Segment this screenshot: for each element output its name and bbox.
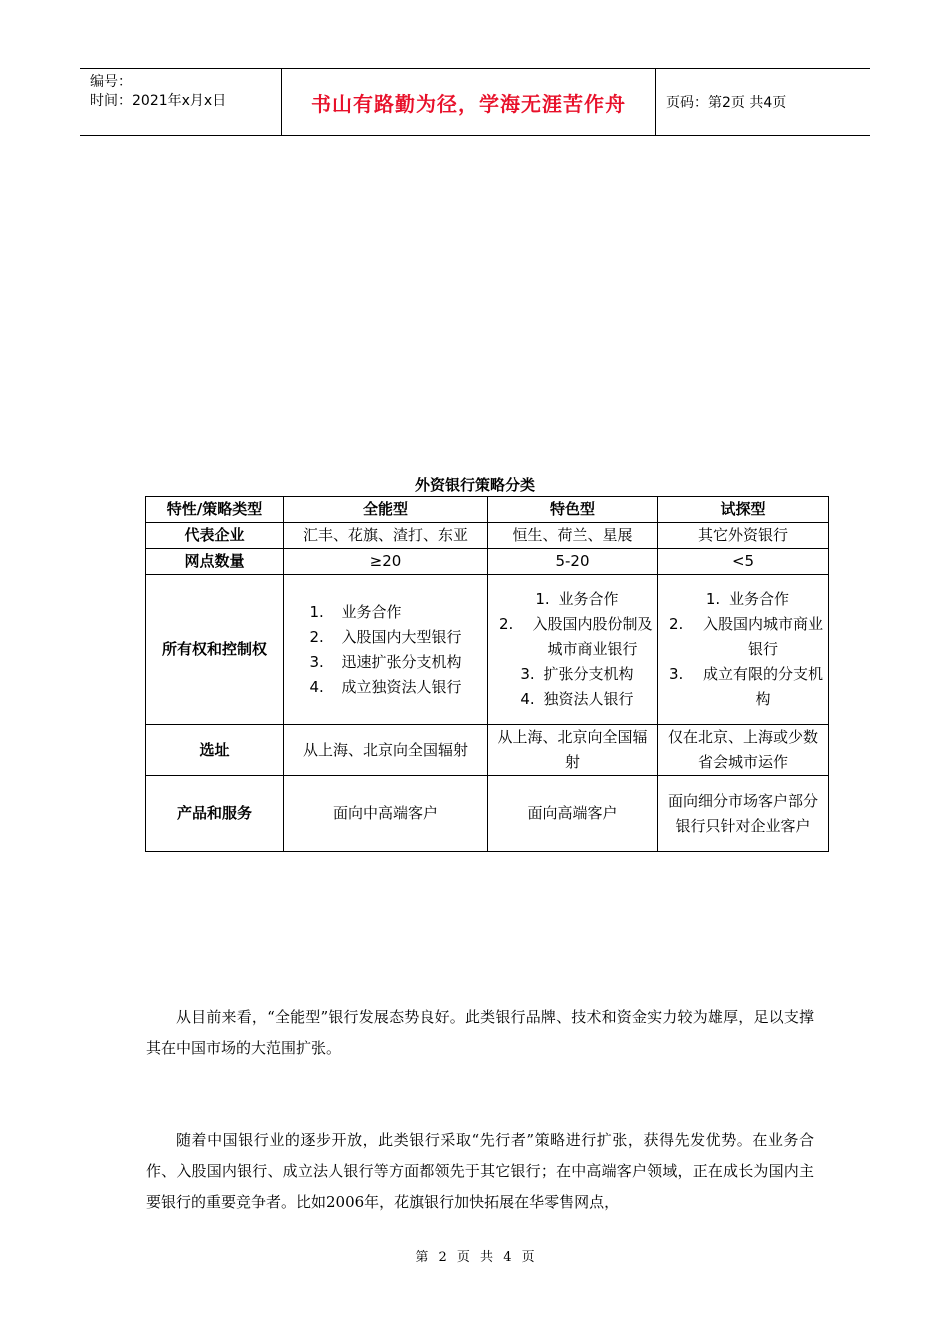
- table-row: [146, 776, 829, 852]
- table-cell: 恒生、荷兰、星展: [488, 523, 658, 549]
- table-cell: <5: [658, 549, 829, 575]
- body-paragraph: 从目前来看，“全能型”银行发展态势良好。此类银行品牌、技术和资金实力较为雄厚，足以支撑其在中国市场的大范围扩张。: [146, 1008, 814, 1057]
- table-cell: ≥20: [284, 549, 488, 575]
- list-item: 1. 业务合作: [535, 590, 619, 608]
- document-header: [80, 68, 870, 136]
- row-header: 所有权和控制权: [146, 575, 284, 725]
- ownership-list: [661, 587, 825, 712]
- list-item: 1. 业务合作: [705, 590, 789, 608]
- table-cell: 汇丰、花旗、渣打、东亚: [284, 523, 488, 549]
- header-cell: 全能型: [284, 497, 488, 523]
- row-header: 选址: [146, 725, 284, 776]
- ownership-list: [309, 600, 461, 700]
- row-header: 代表企业: [146, 523, 284, 549]
- table-cell: 面向细分市场客户部分银行只针对企业客户: [658, 776, 829, 852]
- table-cell: 5-20: [488, 549, 658, 575]
- list-item: 1. 业务合作: [309, 602, 402, 621]
- table-row: [146, 549, 829, 575]
- table-cell: [488, 575, 658, 725]
- page-footer: 第 2 页 共 4 页: [415, 1250, 535, 1265]
- table-cell: 面向高端客户: [488, 776, 658, 852]
- body-paragraph: 随着中国银行业的逐步开放，此类银行采取“先行者”策略进行扩张，获得先发优势。在业务合作、入股国内银行、成立法人银行等方面都领先于其它银行；在中高端客户领域，正在成长为国内主要银行的重要竞争者。比如2006年，花旗银行加快拓展在华零售网点，: [146, 1131, 814, 1211]
- table-cell: 其它外资银行: [658, 523, 829, 549]
- list-item: 4. 独资法人银行: [520, 690, 634, 708]
- number-label: 编号：: [90, 74, 132, 90]
- list-item: 2. 入股国内城市商业银行: [669, 615, 823, 658]
- strategy-table: [145, 496, 829, 852]
- table-cell: 从上海、北京向全国辐射: [284, 725, 488, 776]
- list-item: 2. 入股国内大型银行: [309, 627, 462, 646]
- table-cell: [658, 575, 829, 725]
- ownership-list: [491, 587, 654, 712]
- table-row: [146, 725, 829, 776]
- header-meta: [80, 69, 282, 135]
- time-label: 时间：2021年x月x日: [90, 93, 227, 109]
- list-item: 3. 迅速扩张分支机构: [309, 652, 462, 671]
- row-header: 网点数量: [146, 549, 284, 575]
- row-header: 产品和服务: [146, 776, 284, 852]
- table-caption: 外资银行策略分类: [414, 476, 535, 494]
- list-item: 4. 成立独资法人银行: [309, 677, 462, 696]
- header-motto: 书山有路勤为径，学海无涯苦作舟: [282, 69, 656, 135]
- list-item: 3. 成立有限的分支机构: [669, 665, 823, 708]
- table-row: [146, 575, 829, 725]
- header-cell: 特性/策略类型: [146, 497, 284, 523]
- table-row: [146, 523, 829, 549]
- table-cell: [284, 575, 488, 725]
- list-item: 3. 扩张分支机构: [520, 665, 634, 683]
- table-header-row: [146, 497, 829, 523]
- header-cell: 试探型: [658, 497, 829, 523]
- table-cell: 从上海、北京向全国辐射: [488, 725, 658, 776]
- table-cell: 仅在北京、上海或少数省会城市运作: [658, 725, 829, 776]
- table-cell: 面向中高端客户: [284, 776, 488, 852]
- header-cell: 特色型: [488, 497, 658, 523]
- header-page-info: 页码：第2页 共4页: [666, 95, 787, 111]
- list-item: 2. 入股国内股份制及城市商业银行: [499, 615, 653, 658]
